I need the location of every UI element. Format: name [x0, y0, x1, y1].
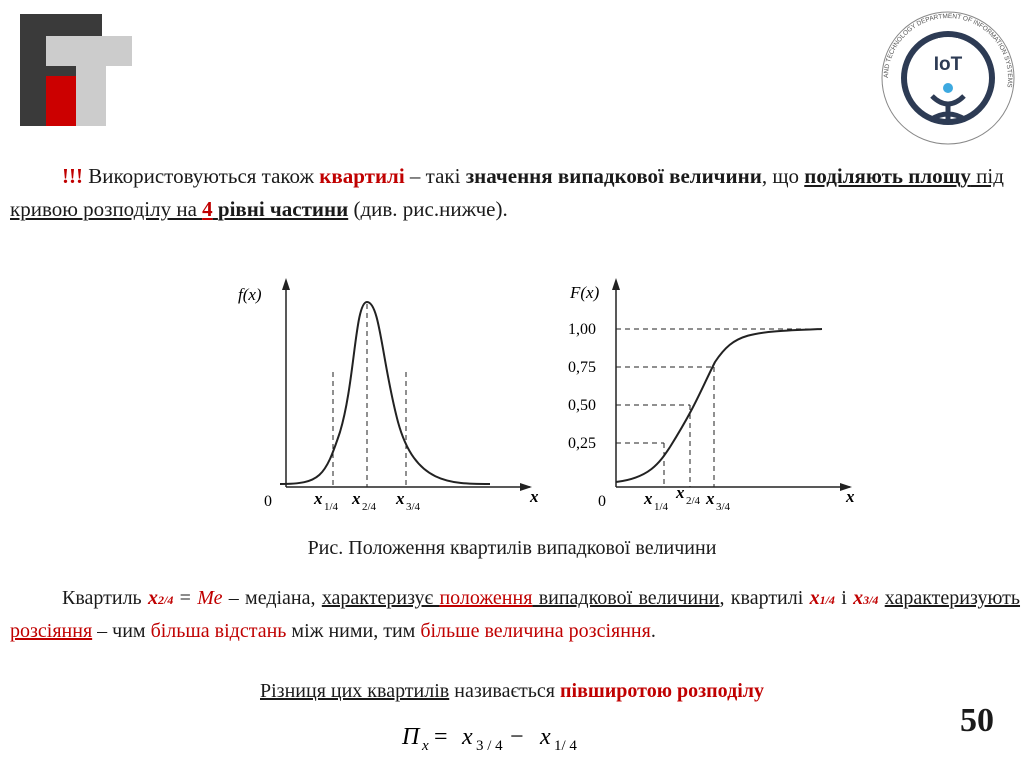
formula-term1-sub: 3 / 4: [476, 738, 503, 754]
text-fragment: називається: [449, 680, 560, 702]
ylabel-right: F(x): [570, 283, 600, 302]
exclamation-mark: !!!: [62, 164, 83, 188]
formula-minus: −: [510, 724, 524, 750]
cdf-plot: [568, 278, 855, 513]
tick-x24-main: x: [352, 489, 361, 508]
density-plot: [238, 278, 539, 513]
ft-logo: [20, 14, 132, 126]
text-fragment: (див. рис.нижче).: [348, 197, 508, 221]
tick-x34-main: x: [706, 489, 715, 508]
logo-ring-text: AND TECHNOLOGY DEPARTMENT OF INFORMATION SYSTEMS: [882, 12, 1014, 88]
highlight-four: 4: [202, 197, 213, 221]
highlight-position: положення: [439, 587, 533, 609]
highlight-dispersion: розсіяння: [10, 620, 93, 642]
text-fragment: характеризує: [321, 587, 440, 609]
quartile-x14-sub: 1/4: [819, 593, 835, 607]
tick-x14-main: x: [314, 489, 323, 508]
xlabel-right: x: [846, 487, 855, 506]
quartile-description: [10, 583, 1020, 647]
highlight-values: значення випадкової величини: [465, 164, 762, 188]
tick-x34-main: x: [396, 489, 405, 508]
tick-x14-main: x: [644, 489, 653, 508]
logo-center-text: IoT: [933, 54, 963, 75]
text-fragment: .: [650, 620, 656, 642]
tick-x34-sub: 3/4: [406, 501, 421, 513]
text-fragment: під кривою розподілу на: [10, 164, 1004, 221]
quartile-x24: x: [147, 587, 158, 609]
ytick-025: 0,25: [568, 435, 596, 452]
quartile-x34-sub: 3/4: [863, 593, 879, 607]
figure-caption: Рис. Положення квартилів випадкової величини: [307, 537, 717, 559]
formula-lhs-sub: x: [422, 738, 429, 754]
formula-eq: =: [434, 724, 448, 750]
xlabel-left: x: [530, 487, 539, 506]
page-number: 50: [960, 702, 994, 739]
origin-right: 0: [598, 493, 606, 510]
highlight-equal-parts: рівні частини: [217, 197, 349, 221]
highlight-more-dispersion: більше величина розсіяння: [420, 620, 651, 642]
text-fragment: Різниця цих квартилів: [260, 680, 450, 702]
text-fragment: випадкової величини: [532, 587, 720, 609]
density-curve: [280, 302, 490, 484]
text-fragment: =: [173, 587, 198, 609]
semi-range-formula: [400, 712, 660, 762]
tick-x14-sub: 1/4: [654, 501, 669, 513]
tick-x34-sub: 3/4: [716, 501, 731, 513]
quartile-x24-sub: 2/4: [157, 593, 174, 607]
formula-term2-sub: 1/ 4: [554, 738, 577, 754]
quartile-x14: x: [809, 587, 820, 609]
tick-x24-main: x: [676, 483, 685, 502]
tick-x14-sub: 1/4: [324, 501, 339, 513]
median-symbol: Ме: [197, 587, 223, 609]
highlight-divide-area: поділяють площу: [804, 164, 971, 188]
tick-x24-sub: 2/4: [362, 501, 377, 513]
tick-x24-sub: 2/4: [686, 495, 701, 507]
formula-term2: x: [540, 724, 551, 750]
y-arrow-icon: [282, 278, 290, 290]
quartile-x34: x: [853, 587, 864, 609]
highlight-distance: більша відстань: [150, 620, 287, 642]
quartile-figure: [230, 272, 870, 522]
text-fragment: і: [834, 587, 854, 609]
text-fragment: Квартиль: [62, 587, 148, 609]
ytick-100: 1,00: [568, 321, 596, 338]
text-fragment: , що: [761, 164, 805, 188]
text-fragment: – такі: [404, 164, 466, 188]
text-fragment: – медіана,: [222, 587, 322, 609]
y-arrow-icon: [612, 278, 620, 290]
iot-logo: [878, 8, 1018, 148]
semi-range-definition: [0, 680, 1024, 703]
intro-paragraph: [10, 160, 1020, 226]
text-fragment: Використовуються також: [82, 164, 320, 188]
text-fragment: між ними, тим: [286, 620, 421, 642]
ytick-050: 0,50: [568, 397, 596, 414]
text-fragment: , квартилі: [719, 587, 810, 609]
formula-lhs: П: [402, 724, 420, 750]
highlight-semi-range: півширотою розподілу: [560, 680, 764, 702]
ytick-075: 0,75: [568, 359, 596, 376]
origin-left: 0: [264, 493, 272, 510]
formula-term1: x: [462, 724, 473, 750]
text-fragment: характеризують: [884, 587, 1021, 609]
highlight-quartiles: квартилі: [319, 164, 405, 188]
text-fragment: – чим: [92, 620, 151, 642]
ylabel-left: f(x): [238, 285, 262, 304]
